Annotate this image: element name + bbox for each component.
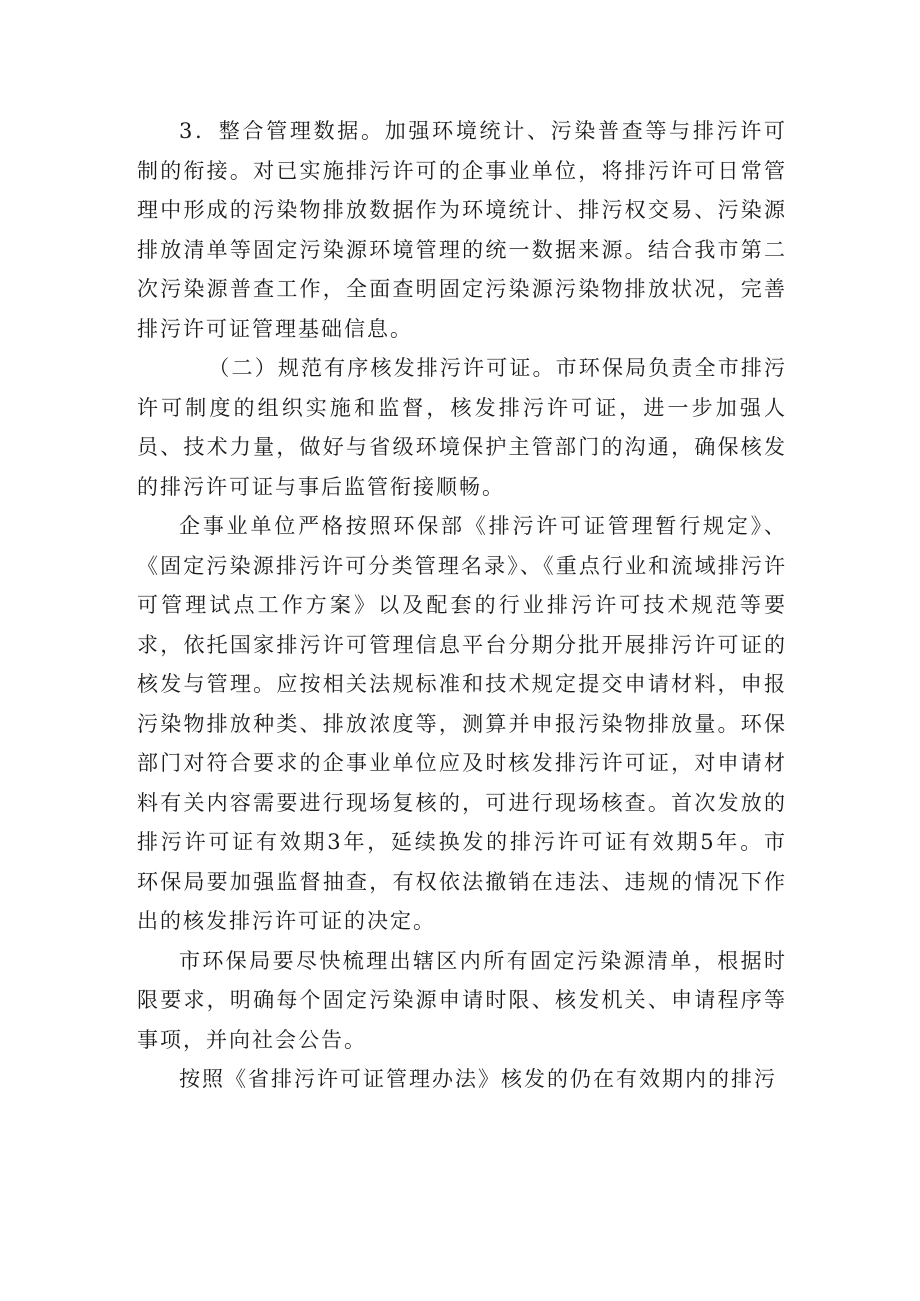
paragraph-source-list: 市环保局要尽快梳理出辖区内所有固定污染源清单，根据时限要求，明确每个固定污染源申请时限、核发机关、申请程序等事项，并向社会公告。 — [137, 948, 787, 1052]
paragraph-enterprise-requirements: 企事业单位严格按照环保部《排污许可证管理暂行规定》、《固定污染源排污许可分类管理名录》、《重点行业和流域排污许可管理试点工作方案》以及配套的行业排污许可技术规范等要求，依托国家排污许可管理信息平台分期分批开展排污许可证的核发与管理。应按相关法规标准和技术规定提交申请材料，申报污染物排放种类、排放浓度等，测算并申报污染物排放量。环保部门对符合要求的企事业单位应及时核发排污许可证，对申请材料有关内容需要进行现场复核的，可进行现场核查。首次发放的排污许可证有效期3年，延续换发的排污许可证有效期5年。市环保局要加强监督抽查，有权依法撤销在违法、违规的情况下作出的核发排污许可证的决定。 — [137, 514, 787, 933]
paragraph-section-two-heading: （二）规范有序核发排污许可证。市环保局负责全市排污许可制度的组织实施和监督，核发排污许可证，进一步加强人员、技术力量，做好与省级环境保护主管部门的沟通，确保核发的排污许可证与事后监管衔接顺畅。 — [137, 356, 787, 499]
document-body — [137, 112, 787, 1100]
paragraph-provincial-measures: 按照《省排污许可证管理办法》核发的仍在有效期内的排污 — [179, 1067, 777, 1091]
paragraph-integrate-data: 3．整合管理数据。加强环境统计、污染普查等与排污许可制的衔接。对已实施排污许可的企事业单位，将排污许可日常管理中形成的污染物排放数据作为环境统计、排污权交易、污染源排放清单等固定污染源环境管理的统一数据来源。结合我市第二次污染源普查工作，全面查明固定污染源污染物排放状况，完善排污许可证管理基础信息。 — [137, 119, 787, 341]
